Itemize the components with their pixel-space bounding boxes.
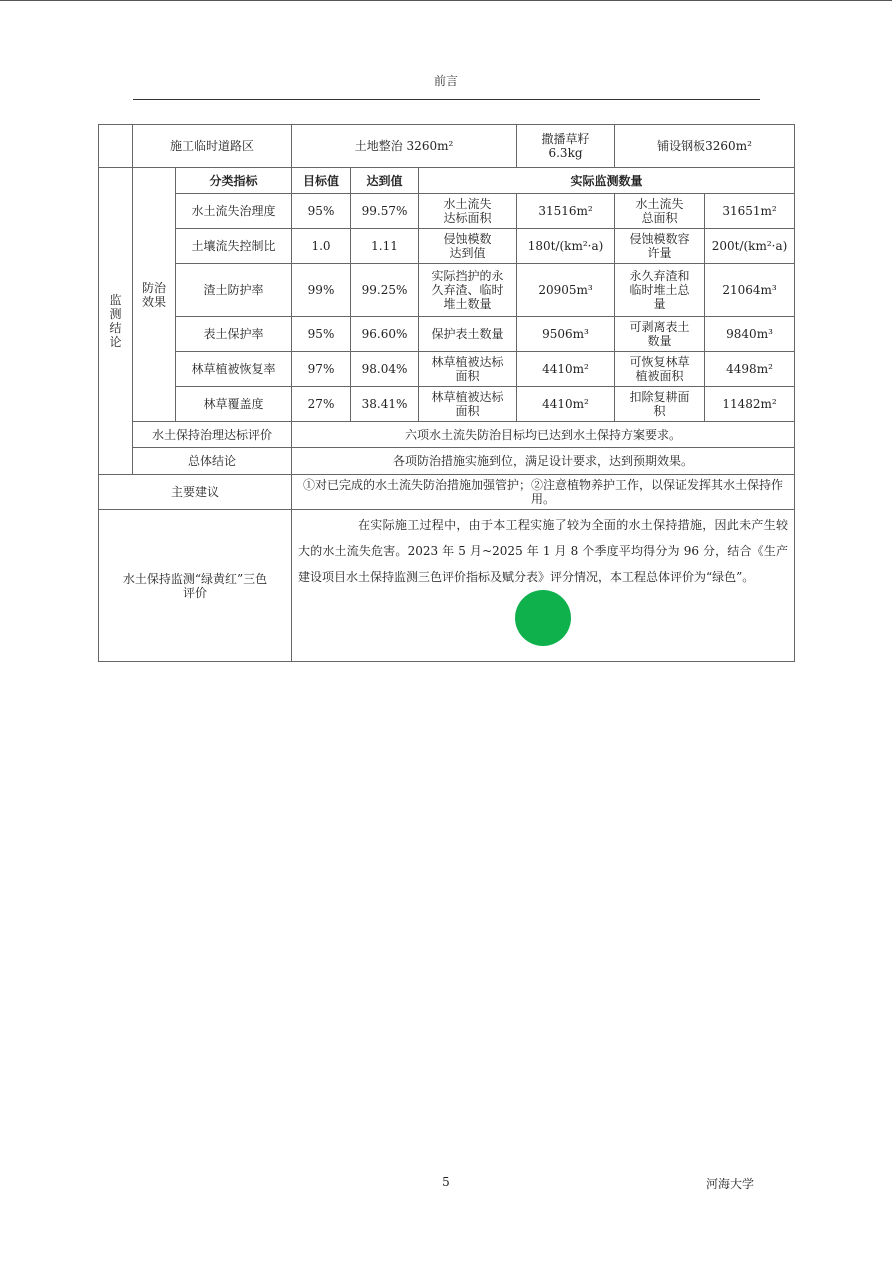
row-target: 27% [292, 387, 351, 422]
row-achieved: 1.11 [351, 229, 419, 264]
road-zone-label: 施工临时道路区 [133, 125, 292, 168]
top-border [0, 0, 892, 1]
suggestion-row [99, 475, 795, 510]
blank-cell [99, 125, 133, 168]
tricolor-cell [292, 510, 795, 662]
row-achieved: 98.04% [351, 352, 419, 387]
row-label1: 侵蚀模数 达到值 [419, 229, 517, 264]
footer-org: 河海大学 [706, 1177, 755, 1191]
row-label1: 实际挡护的永 久弃渣、临时 堆土数量 [419, 264, 517, 317]
page-number: 5 [442, 1175, 450, 1189]
row-value2: 31651m² [705, 194, 795, 229]
green-rating-circle [515, 590, 571, 646]
tricolor-label: 水土保持监测“绿黄红”三色 评价 [99, 510, 292, 662]
col-actual: 实际监测数量 [419, 168, 795, 194]
tricolor-text: 在实际施工过程中，由于本工程实施了较为全面的水土保持措施，因此未产生较大的水土流失危害。2023 年 5 月~2025 年 1 月 8 个季度平均得分为 96 分，结合《生产建设项目水土保持监测三色评价指标及赋分表》评分情况，本工程总体评价为“绿色”。 [298, 518, 789, 584]
land-work-cell: 土地整治 3260m² [292, 125, 517, 168]
evaluation-text: 六项水土流失防治目标均已达到水土保持方案要求。 [292, 422, 795, 448]
table-row [99, 352, 795, 387]
col-category: 分类指标 [176, 168, 292, 194]
tricolor-row [99, 510, 795, 662]
grass-seed-cell: 撒播草籽 6.3kg [517, 125, 615, 168]
row-label1: 林草植被达标 面积 [419, 387, 517, 422]
overall-row [99, 448, 795, 475]
conclusion-label: 监 测 结 论 [99, 168, 133, 475]
row-name: 土壤流失控制比 [176, 229, 292, 264]
row-value1: 4410m² [517, 352, 615, 387]
evaluation-row [99, 422, 795, 448]
table-row [99, 387, 795, 422]
table-row [99, 194, 795, 229]
overall-label: 总体结论 [133, 448, 292, 475]
row-value1: 9506m³ [517, 317, 615, 352]
suggestion-label: 主要建议 [99, 475, 292, 510]
row-name: 林草植被恢复率 [176, 352, 292, 387]
row-value2: 11482m² [705, 387, 795, 422]
row-label2: 可恢复林草 植被面积 [615, 352, 705, 387]
row-name: 林草覆盖度 [176, 387, 292, 422]
row-achieved: 38.41% [351, 387, 419, 422]
row-target: 97% [292, 352, 351, 387]
header-rule [133, 99, 760, 100]
row-label2: 可剥离表土 数量 [615, 317, 705, 352]
row-name: 表土保护率 [176, 317, 292, 352]
row-achieved: 99.57% [351, 194, 419, 229]
row-label2: 水土流失 总面积 [615, 194, 705, 229]
row-label1: 水土流失 达标面积 [419, 194, 517, 229]
row-value2: 4498m² [705, 352, 795, 387]
col-target: 目标值 [292, 168, 351, 194]
row-value1: 180t/(km²·a) [517, 229, 615, 264]
steel-plate-cell: 铺设钢板3260m² [615, 125, 795, 168]
column-header-row [99, 168, 795, 194]
row-value2: 21064m³ [705, 264, 795, 317]
row-label2: 永久弃渣和 临时堆土总 量 [615, 264, 705, 317]
row-value1: 4410m² [517, 387, 615, 422]
row-label1: 林草植被达标 面积 [419, 352, 517, 387]
row-achieved: 99.25% [351, 264, 419, 317]
effect-label: 防治 效果 [133, 168, 176, 422]
row-target: 95% [292, 317, 351, 352]
evaluation-label: 水土保持治理达标评价 [133, 422, 292, 448]
table-row [99, 229, 795, 264]
col-achieved: 达到值 [351, 168, 419, 194]
overall-text: 各项防治措施实施到位，满足设计要求，达到预期效果。 [292, 448, 795, 475]
road-zone-row [99, 125, 795, 168]
row-label2: 扣除复耕面 积 [615, 387, 705, 422]
monitoring-table [98, 124, 795, 662]
row-label1: 保护表土数量 [419, 317, 517, 352]
row-value1: 20905m³ [517, 264, 615, 317]
row-target: 99% [292, 264, 351, 317]
row-name: 渣土防护率 [176, 264, 292, 317]
row-value2: 9840m³ [705, 317, 795, 352]
row-label2: 侵蚀模数容 许量 [615, 229, 705, 264]
row-achieved: 96.60% [351, 317, 419, 352]
table-row [99, 317, 795, 352]
row-value2: 200t/(km²·a) [705, 229, 795, 264]
row-target: 1.0 [292, 229, 351, 264]
row-value1: 31516m² [517, 194, 615, 229]
suggestion-text: ①对已完成的水土流失防治措施加强管护；②注意植物养护工作，以保证发挥其水土保持作用。 [292, 475, 795, 510]
table-row [99, 264, 795, 317]
page-header: 前言 [433, 74, 458, 88]
row-target: 95% [292, 194, 351, 229]
row-name: 水土流失治理度 [176, 194, 292, 229]
